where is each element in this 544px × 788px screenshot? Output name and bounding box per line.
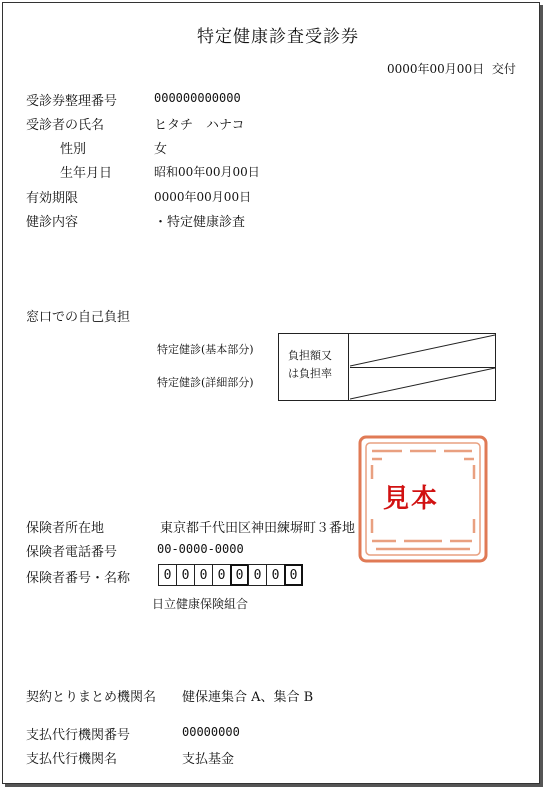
sex-label: 性別 <box>60 142 87 157</box>
insurer-digit: 0 <box>284 564 303 586</box>
payment-agency-name-value: 支払基金 <box>182 752 235 767</box>
insurer-digit: 0 <box>230 564 249 586</box>
burden-label-line1: 負担額又 <box>288 349 332 362</box>
payment-agency-number-value: 00000000 <box>182 725 240 739</box>
insurer-digit: 0 <box>266 564 285 586</box>
insurer-digit: 0 <box>248 564 267 586</box>
insurer-number-boxes <box>159 564 303 586</box>
insurer-number-label: 保険者番号・名称 <box>26 571 131 586</box>
sample-stamp-text: 見本 <box>383 484 440 514</box>
burden-table <box>278 333 496 401</box>
insurer-address-value: 東京都千代田区神田練塀町３番地 <box>160 521 356 536</box>
name-value: ヒタチ ハナコ <box>154 118 245 133</box>
issue-label: 交付 <box>491 62 516 76</box>
insurer-digit: 0 <box>158 564 177 586</box>
content-label: 健診内容 <box>26 215 79 230</box>
sex-value: 女 <box>154 142 168 157</box>
contract-value: 健保連集合 A、集合 B <box>182 690 314 705</box>
issue-date-value: 0000年00月00日 <box>387 62 485 76</box>
insurer-name: 日立健康保険組合 <box>152 597 249 611</box>
burden-cell-basic <box>350 334 495 368</box>
birthdate-value: 昭和00年00月00日 <box>154 165 260 179</box>
issue-date <box>387 60 516 77</box>
expiry-label: 有効期限 <box>26 191 79 206</box>
strike-line-icon <box>350 334 495 367</box>
payment-agency-number-label: 支払代行機関番号 <box>26 728 131 743</box>
birthdate-label: 生年月日 <box>60 166 113 181</box>
burden-table-label <box>279 334 349 400</box>
content-value: ・特定健康診査 <box>154 215 246 230</box>
document-title: 特定健康診査受診券 <box>197 27 359 47</box>
voucher-number-label: 受診券整理番号 <box>26 94 118 109</box>
burden-row-detail: 特定健診(詳細部分) <box>157 376 254 389</box>
name-label: 受診者の氏名 <box>26 118 105 133</box>
strike-line-icon <box>350 367 495 400</box>
burden-row-basic: 特定健診(基本部分) <box>157 343 254 356</box>
insurer-digit: 0 <box>194 564 213 586</box>
insurer-digit: 0 <box>212 564 231 586</box>
burden-cell-detail <box>350 367 495 400</box>
insurer-digit: 0 <box>176 564 195 586</box>
insurer-address-label: 保険者所在地 <box>26 521 105 536</box>
payment-agency-name-label: 支払代行機関名 <box>26 752 118 767</box>
contract-label: 契約とりまとめ機関名 <box>26 690 157 705</box>
burden-label-line2: は負担率 <box>288 367 332 380</box>
expiry-value: 0000年00月00日 <box>154 190 252 204</box>
insurer-phone-label: 保険者電話番号 <box>26 545 118 560</box>
self-burden-heading: 窓口での自己負担 <box>26 310 131 325</box>
voucher-number-value: 000000000000 <box>154 91 241 105</box>
insurer-phone-value: 00-0000-0000 <box>157 542 244 556</box>
